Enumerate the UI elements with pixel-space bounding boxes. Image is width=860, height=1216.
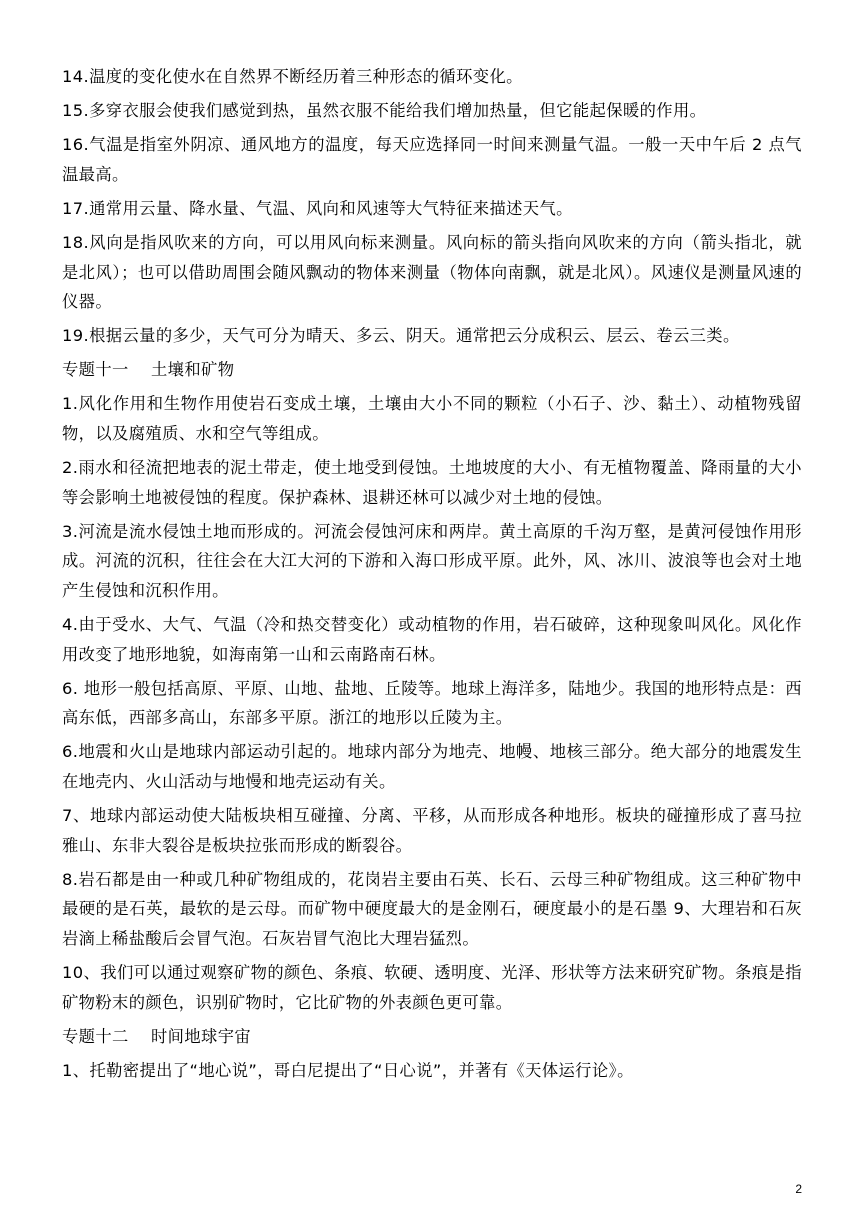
paragraph-6a: 6. 地形一般包括高原、平原、山地、盐地、丘陵等。地球上海洋多，陆地少。我国的地形特点是：西高东低，西部多高山，东部多平原。浙江的地形以丘陵为主。 [62,678,802,728]
document-page [62,62,802,1090]
paragraph-14: 14.温度的变化使水在自然界不断经历着三种形态的循环变化。 [62,67,523,86]
paragraph-17: 17.通常用云量、降水量、气温、风向和风速等大气特征来描述天气。 [62,198,573,218]
paragraph-8: 8.岩石都是由一种或几种矿物组成的，花岗岩主要由石英、长石、云母三种矿物组成。这三种矿物中最硬的是石英，最软的是云母。而矿物中硬度最大的是金刚石，硬度最小的是石墨 9、大理岩和石灰岩滴上稀盐酸后会冒气泡。石灰岩冒气泡比大理岩猛烈。 [62,869,802,949]
paragraph-1: 1.风化作用和生物作用使岩石变成土壤，土壤由大小不同的颗粒（小石子、沙、黏土）、动植物残留物，以及腐殖质、水和空气等组成。 [62,394,802,444]
paragraph-16: 16.气温是指室外阴凉、通风地方的温度，每天应选择同一时间来测量气温。一般一天中午后 2 点气温最高。 [62,135,802,184]
paragraph-19: 19.根据云量的多少，天气可分为晴天、多云、阴天。通常把云分成积云、层云、卷云三类。 [62,326,740,346]
paragraph-2: 2.雨水和径流把地表的泥土带走，使土地受到侵蚀。土地坡度的大小、有无植物覆盖、降雨量的大小等会影响土地被侵蚀的程度。保护森林、退耕还林可以减少对土地的侵蚀。 [62,458,802,507]
paragraph-7: 7、地球内部运动使大陆板块相互碰撞、分离、平移，从而形成各种地形。板块的碰撞形成了喜马拉雅山、东非大裂谷是板块拉张而形成的断裂谷。 [62,806,802,855]
section-heading-12: 专题十二 时间地球宇宙 [62,1026,252,1046]
paragraph-10: 10、我们可以通过观察矿物的颜色、条痕、软硬、透明度、光泽、形状等方法来研究矿物。条痕是指矿物粉末的颜色，识别矿物时，它比矿物的外表颜色更可靠。 [62,963,802,1012]
paragraph-18: 18.风向是指风吹来的方向，可以用风向标来测量。风向标的箭头指向风吹来的方向（箭头指北，就是北风）；也可以借助周围会随风飘动的物体来测量（物体向南飘，就是北风）。风速仪是测量风速的仪器。 [62,232,802,312]
page-number: 2 [795,1182,802,1196]
paragraph-12-1: 1、托勒密提出了“地心说”，哥白尼提出了“日心说”，并著有《天体运行论》。 [62,1060,634,1080]
paragraph-3: 3.河流是流水侵蚀土地而形成的。河流会侵蚀河床和两岸。黄土高原的千沟万壑，是黄河侵蚀作用形成。河流的沉积，往往会在大江大河的下游和入海口形成平原。此外，风、冰川、波浪等也会对土地产生侵蚀和沉积作用。 [62,521,802,600]
paragraph-15: 15.多穿衣服会使我们感觉到热，虽然衣服不能给我们增加热量，但它能起保暖的作用。 [62,101,707,121]
paragraph-4: 4.由于受水、大气、气温（冷和热交替变化）或动植物的作用，岩石破碎，这种现象叫风化。风化作用改变了地形地貌，如海南第一山和云南路南石林。 [62,615,802,664]
paragraph-6b: 6.地震和火山是地球内部运动引起的。地球内部分为地壳、地幔、地核三部分。绝大部分的地震发生在地壳内、火山活动与地慢和地壳运动有关。 [62,742,802,792]
section-heading-11: 专题十一 土壤和矿物 [62,360,235,380]
